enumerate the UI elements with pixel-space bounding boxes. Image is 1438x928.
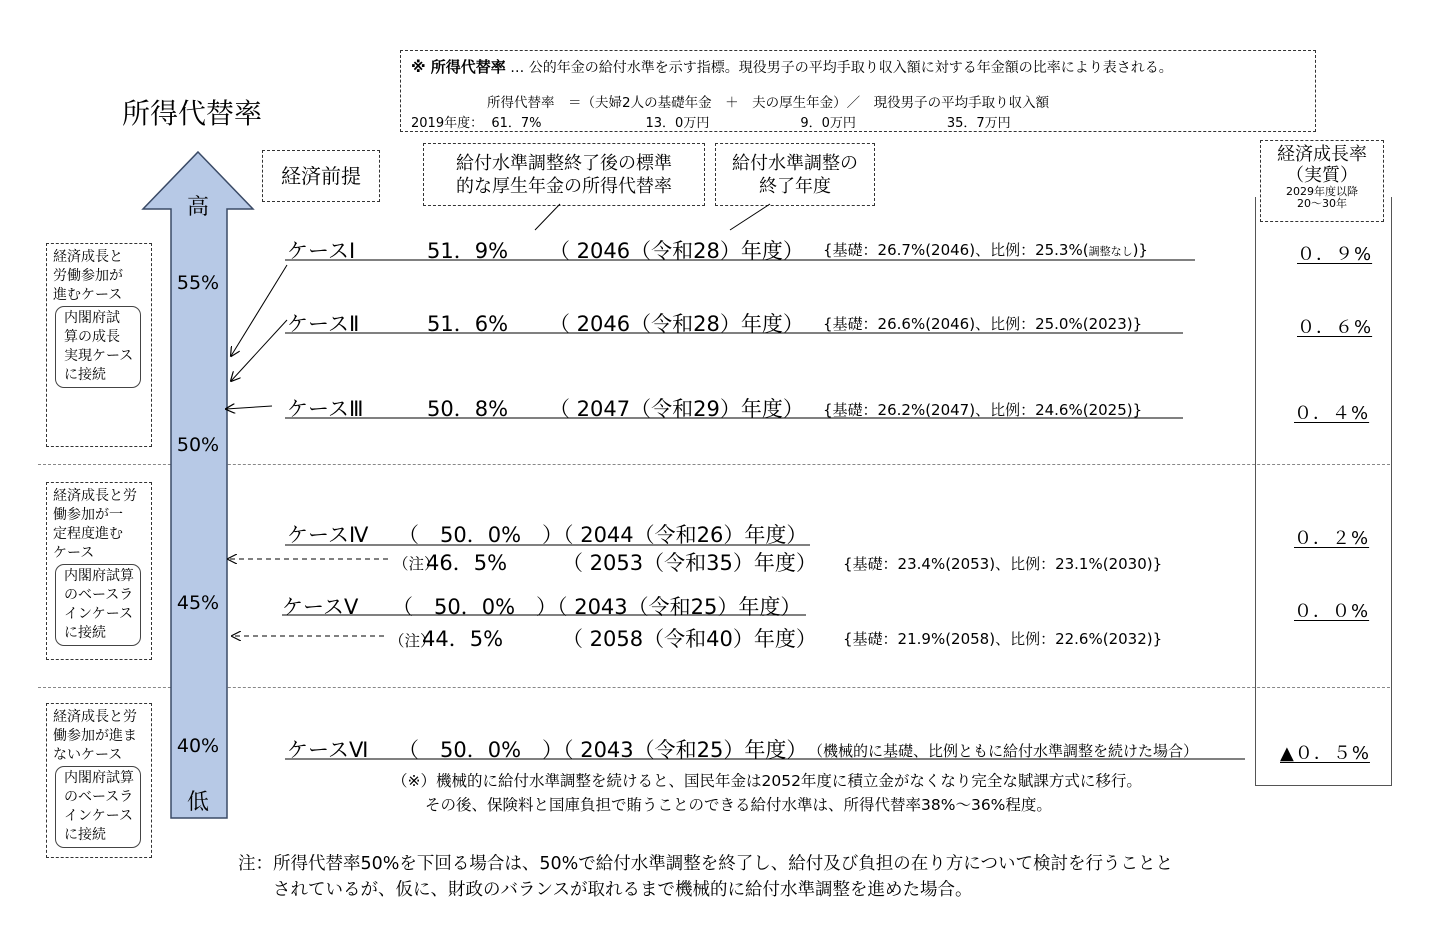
end-year-header: 給付水準調整の 終了年度 (715, 143, 875, 206)
case2-growth: ０．６% (1297, 317, 1373, 338)
case1-year: （ 2046（令和28）年度） (549, 239, 804, 263)
case4-growth: ０．２% (1294, 528, 1370, 549)
case5-growth: ０．０% (1294, 601, 1370, 622)
case4-name: ケースⅣ (287, 523, 369, 547)
group-label: 経済成長と労 働参加が進ま ないケース (53, 709, 137, 763)
case3-pointer (226, 406, 272, 409)
case6-note-line2: その後、保険料と国庫負担で賄うことのできる給付水準は、所得代替率38%～36%程度。 (425, 796, 1052, 814)
replacement-rate-header: 給付水準調整終了後の標準 的な厚生年金の所得代替率 (423, 143, 705, 206)
group-box-low (46, 703, 152, 858)
case5-detail: {基礎：21.9%(2058)、比例：22.6%(2032)} (843, 630, 1163, 648)
case5-note-label: （注） (389, 632, 436, 650)
case1-growth: ０．９% (1297, 244, 1373, 265)
axis-tick-45: 45% (176, 592, 220, 614)
axis-tick-40: 40% (176, 735, 220, 757)
group-label: 経済成長と労 働参加が一 定程度進む ケース (53, 488, 137, 561)
case2-pointer (231, 320, 287, 381)
footnote-line1: 注：所得代替率50%を下回る場合は、50%で給付水準調整を終了し、給付及び負担の在り方について検討を行うことと (238, 854, 1173, 874)
case5-main: （ 50．0% ）（ 2043（令和25）年度） (392, 595, 802, 619)
group-sublabel: 内閣府試算 のベースラ インケース に接続 (55, 766, 141, 848)
case5-rate2: 44．5% (422, 627, 504, 651)
case5-name: ケースⅤ (282, 595, 359, 619)
case3-year: （ 2047（令和29）年度） (549, 397, 804, 421)
case6-detail: （機械的に基礎、比例ともに給付水準調整を続けた場合） (808, 742, 1199, 760)
case1-detail-small: 調整なし (1088, 245, 1133, 258)
footnote (238, 851, 1173, 903)
definition-text: … 公的年金の給付水準を示す指標。現役男子の平均手取り収入額に対する年金額の比率により表される。 (505, 60, 1173, 76)
case4-rate2: 46．5% (426, 551, 508, 575)
case2-detail: {基礎：26.6%(2046)、比例：25.0%(2023)} (823, 315, 1143, 333)
case4-detail: {基礎：23.4%(2053)、比例：23.1%(2030)} (843, 555, 1163, 573)
case1-detail (823, 239, 1148, 260)
case1-detail-end: )} (1132, 241, 1148, 259)
case3-name: ケースⅢ (287, 397, 364, 421)
case2-year: （ 2046（令和28）年度） (549, 312, 804, 336)
case1-detail-text: {基礎：26.7%(2046)、比例：25.3%( (823, 241, 1089, 259)
case6-note-line1: （※）機械的に給付水準調整を続けると、国民年金は2052年度に積立金がなくなり完全な賦課方式に移行。 (392, 772, 1142, 790)
case6-main: （ 50．0% ）（ 2043（令和25）年度） (398, 738, 808, 762)
case4-year2: （ 2053（令和35）年度） (562, 551, 817, 575)
leader-line-rate (535, 204, 560, 230)
case3-growth: ０．４% (1294, 403, 1370, 424)
case3-detail: {基礎：26.2%(2047)、比例：24.6%(2025)} (823, 401, 1143, 419)
case4-main: （ 50．0% ）（ 2044（令和26）年度） (398, 523, 808, 547)
definition-heading: ※ 所得代替率 (411, 58, 506, 76)
axis-low-label: 低 (186, 790, 209, 815)
group-sublabel: 内閣府試 算の成長 実現ケース に接続 (55, 306, 141, 388)
footnote-line2: されているが、仮に、財政のバランスが取れるまで機械的に給付水準調整を進めた場合。 (238, 880, 973, 900)
case1-rate: 51．9% (427, 239, 509, 263)
case2-name: ケースⅡ (287, 312, 360, 336)
case4-note-label: （注） (393, 555, 440, 573)
growth-header-title: 経済成長率 （実質） (1277, 144, 1367, 186)
growth-header-sub: 2029年度以降 20～30年 (1286, 185, 1358, 210)
case2-rate: 51．6% (427, 312, 509, 336)
leader-line-year (730, 204, 770, 230)
axis-high-label: 高 (186, 195, 209, 220)
case5-year2: （ 2058（令和40）年度） (562, 627, 817, 651)
case6-name: ケースⅥ (287, 738, 369, 762)
rate-axis-arrow (143, 152, 253, 818)
group-box-high (46, 243, 152, 447)
group-box-mid (46, 482, 152, 660)
group-sublabel: 内閣府試算 のベースラ インケース に接続 (55, 564, 141, 646)
definition-formula: 所得代替率 ＝（夫婦2人の基礎年金 ＋ 夫の厚生年金）／ 現役男子の平均手取り収入額 (487, 95, 1050, 111)
axis-tick-50: 50% (176, 434, 220, 456)
case1-name: ケースⅠ (287, 239, 356, 263)
case1-pointer (231, 265, 287, 356)
premise-header: 経済前提 (262, 150, 380, 202)
case3-rate: 50．8% (427, 397, 509, 421)
axis-tick-55: 55% (176, 272, 220, 294)
case6-growth: ▲０．５% (1280, 743, 1370, 764)
definition-values: 2019年度： 61．7% 13．0万円 9．0万円 35．7万円 (411, 116, 1011, 131)
group-label: 経済成長と 労働参加が 進むケース (53, 249, 123, 303)
page-title: 所得代替率 (122, 97, 263, 130)
